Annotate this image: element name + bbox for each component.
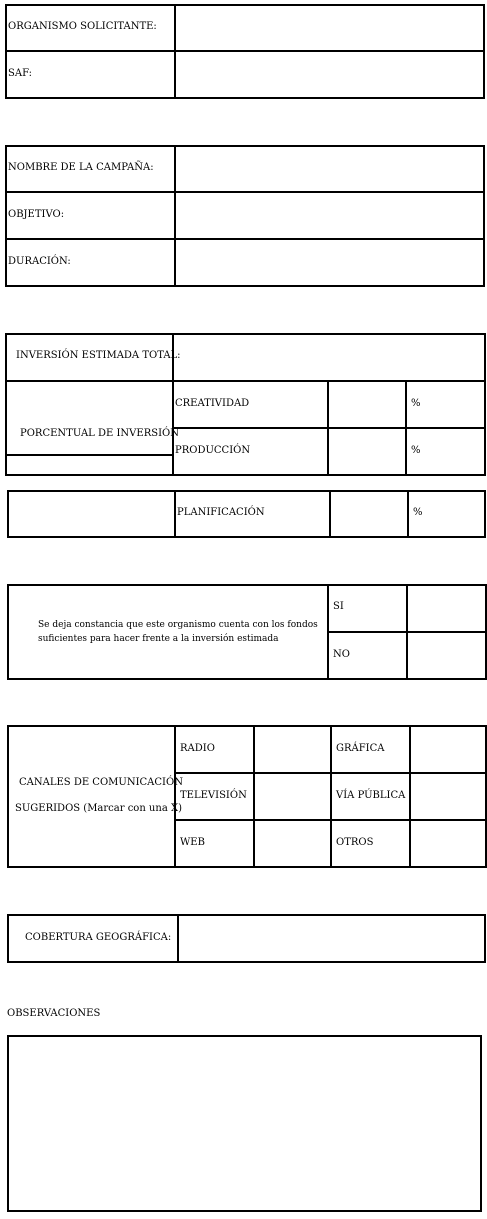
planificacion-field[interactable] — [331, 492, 407, 536]
produccion-field[interactable] — [329, 429, 405, 474]
cobertura-field[interactable] — [179, 916, 484, 961]
otros-checkbox[interactable] — [411, 821, 485, 866]
nombre-campana-label: NOMBRE DE LA CAMPAÑA: — [8, 162, 154, 173]
creatividad-percent: % — [411, 398, 421, 409]
si-label: SI — [333, 601, 344, 612]
creatividad-field[interactable] — [329, 382, 405, 427]
creatividad-label: CREATIVIDAD — [175, 398, 250, 409]
inversion-total-field[interactable] — [174, 335, 484, 380]
web-checkbox[interactable] — [255, 821, 330, 866]
constancia-line-2: suficientes para hacer frente a la inversión estimada — [38, 634, 279, 644]
saf-field[interactable] — [176, 52, 483, 97]
constancia-line-1: Se deja constancia que este organismo cuenta con los fondos — [38, 620, 318, 630]
via-publica-checkbox[interactable] — [411, 774, 485, 819]
cobertura-label: COBERTURA GEOGRÁFICA: — [25, 932, 172, 943]
produccion-label: PRODUCCIÓN — [175, 445, 251, 456]
via-publica-label: VÍA PÚBLICA — [336, 790, 406, 801]
planificacion-percent: % — [413, 507, 423, 518]
organismo-label: ORGANISMO SOLICITANTE: — [8, 21, 157, 32]
radio-label: RADIO — [180, 743, 215, 754]
canales-label-line-2: SUGERIDOS (Marcar con una X) — [15, 803, 182, 814]
grafica-label: GRÁFICA — [336, 743, 385, 754]
observaciones-label: OBSERVACIONES — [7, 1008, 101, 1019]
porcentual-label: PORCENTUAL DE INVERSIÓN — [20, 428, 179, 439]
no-label: NO — [333, 649, 350, 660]
produccion-percent: % — [411, 445, 421, 456]
objetivo-label: OBJETIVO: — [8, 209, 65, 220]
radio-checkbox[interactable] — [255, 727, 330, 772]
canales-label-line-1: CANALES DE COMUNICACIÓN — [19, 777, 183, 788]
duracion-label: DURACIÓN: — [8, 256, 71, 267]
duracion-field[interactable] — [176, 240, 483, 285]
television-label: TELEVISIÓN — [180, 790, 247, 801]
web-label: WEB — [180, 837, 205, 848]
inversion-total-label: INVERSIÓN ESTIMADA TOTAL: — [16, 350, 181, 361]
grafica-checkbox[interactable] — [411, 727, 485, 772]
observaciones-field[interactable] — [7, 1035, 482, 1212]
saf-label: SAF: — [8, 68, 33, 79]
planificacion-label: PLANIFICACIÓN — [177, 507, 265, 518]
otros-label: OTROS — [336, 837, 374, 848]
objetivo-field[interactable] — [176, 193, 483, 238]
nombre-campana-field[interactable] — [176, 147, 483, 191]
si-checkbox[interactable] — [408, 586, 485, 631]
organismo-field[interactable] — [176, 6, 483, 50]
television-checkbox[interactable] — [255, 774, 330, 819]
no-checkbox[interactable] — [408, 633, 485, 678]
